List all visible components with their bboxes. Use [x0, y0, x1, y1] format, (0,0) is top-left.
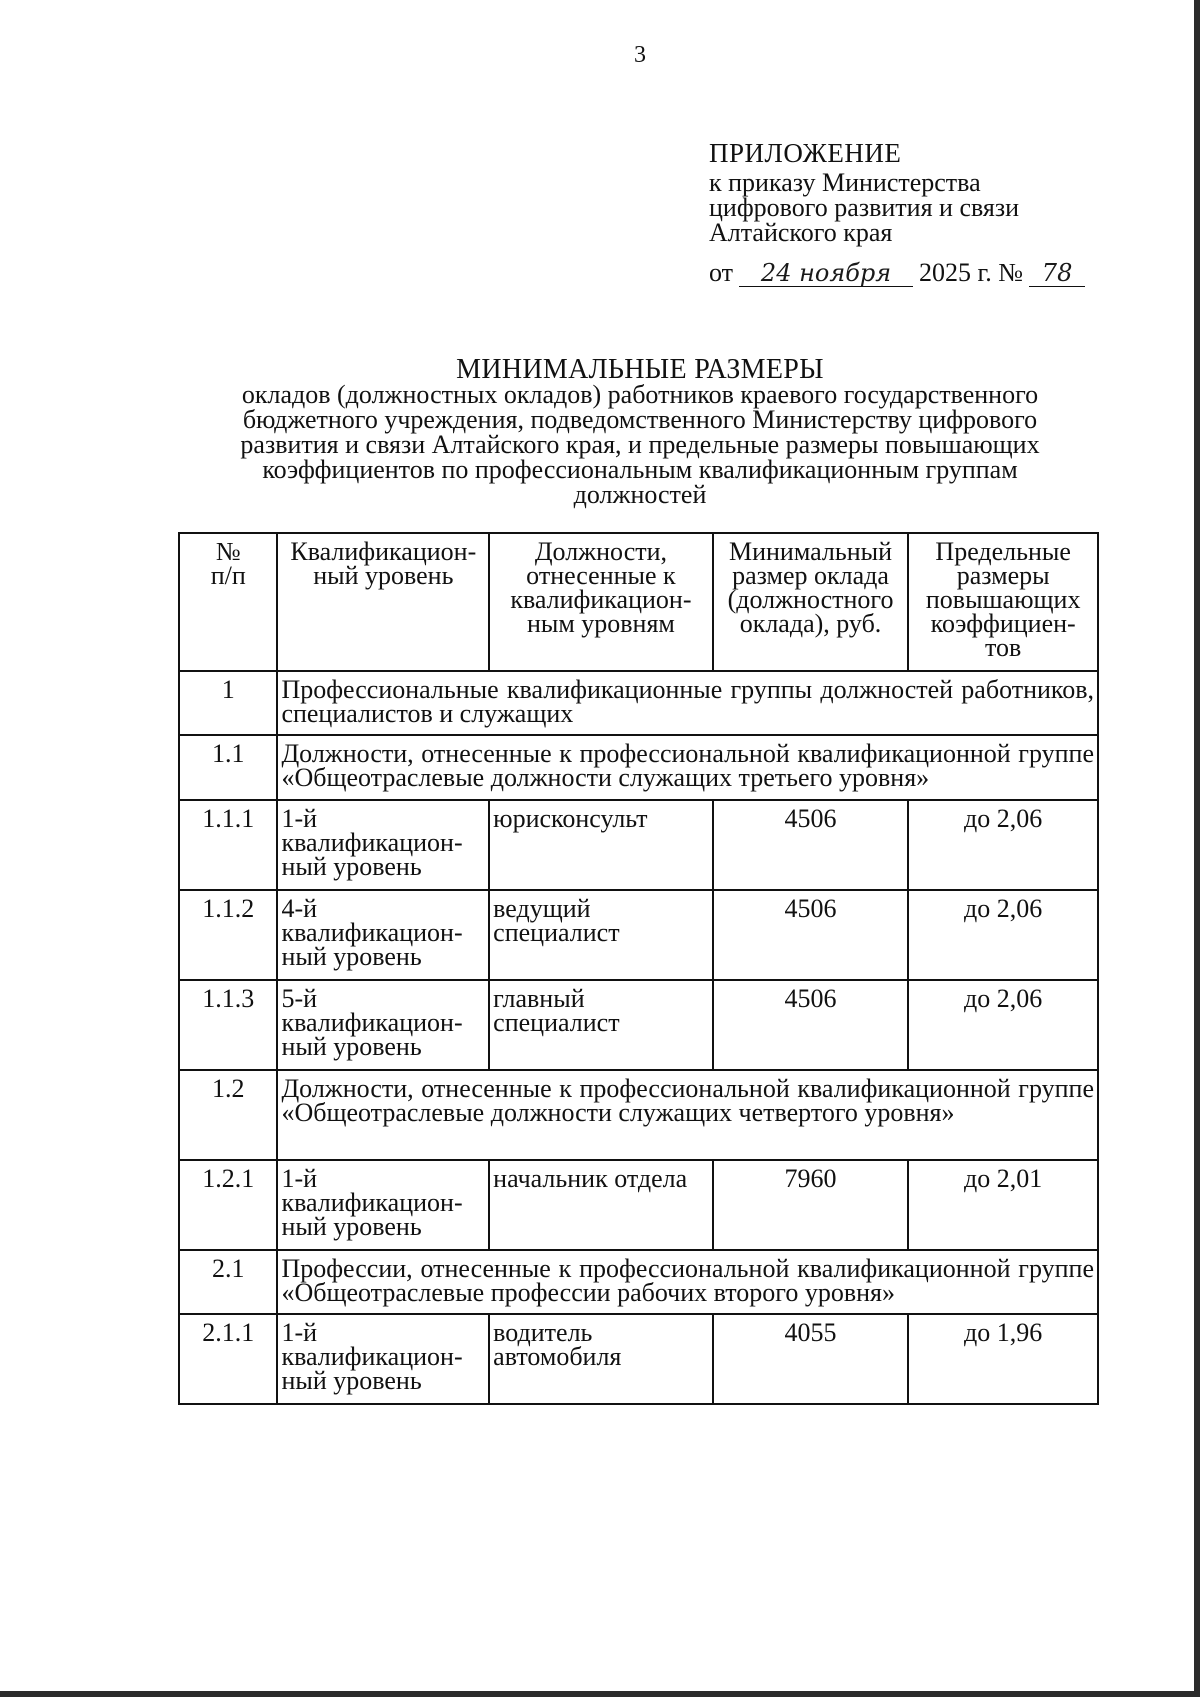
- date-prefix: от: [709, 258, 734, 287]
- table-row: [179, 671, 1098, 735]
- appendix-date-line: [709, 260, 1085, 287]
- document-heading: [175, 354, 1105, 509]
- handwritten-date: 24 ноября: [739, 261, 913, 287]
- salary-table: [178, 532, 1099, 1405]
- coefficient-cell: до 2,06: [908, 980, 1098, 1070]
- row-num: 2.1: [179, 1250, 277, 1314]
- heading-line: развития и связи Алтайского края, и предельные размеры повышающих: [240, 430, 1040, 459]
- table-row: [179, 890, 1098, 980]
- row-num: 1: [179, 671, 277, 735]
- level-cell: 5-й квалификацион- ный уровень: [277, 980, 489, 1070]
- table-header-row: [179, 533, 1098, 671]
- salary-cell: 4506: [713, 980, 909, 1070]
- heading-line: коэффициентов по профессиональным квалификационным группам: [262, 455, 1018, 484]
- header-positions: Должности, отнесенные к квалификацион- ным уровням: [489, 533, 713, 671]
- level-cell: 1-й квалификацион- ный уровень: [277, 1314, 489, 1404]
- row-num: 1.1.1: [179, 800, 277, 890]
- table-row: [179, 1314, 1098, 1404]
- level-cell: 4-й квалификацион- ный уровень: [277, 890, 489, 980]
- row-num: 1.1.2: [179, 890, 277, 980]
- table-row: [179, 735, 1098, 800]
- level-cell: 1-й квалификацион- ный уровень: [277, 1160, 489, 1250]
- table-row: [179, 1070, 1098, 1160]
- appendix-title: ПРИЛОЖЕНИЕ: [709, 138, 902, 168]
- row-num: 2.1.1: [179, 1314, 277, 1404]
- row-num: 1.2.1: [179, 1160, 277, 1250]
- table-row: [179, 1250, 1098, 1314]
- appendix-block: [709, 138, 1085, 287]
- group-text: Профессии, отнесенные к профессиональной квалификационной группе «Общеотраслевые профессии рабочих второго уровня»: [277, 1250, 1098, 1314]
- table-row: [179, 1160, 1098, 1250]
- year-text: 2025 г. №: [919, 258, 1024, 287]
- position-cell: ведущий специалист: [489, 890, 713, 980]
- salary-cell: 4506: [713, 800, 909, 890]
- header-num: № п/п: [179, 533, 277, 671]
- level-cell: 1-й квалификацион- ный уровень: [277, 800, 489, 890]
- table-row: [179, 980, 1098, 1070]
- salary-cell: 4055: [713, 1314, 909, 1404]
- coefficient-cell: до 2,06: [908, 890, 1098, 980]
- appendix-line: Алтайского края: [709, 218, 893, 247]
- coefficient-cell: до 2,06: [908, 800, 1098, 890]
- group-text: Профессиональные квалификационные группы должностей работников, специалистов и служащих: [277, 671, 1098, 735]
- position-cell: главный специалист: [489, 980, 713, 1070]
- header-level: Квалификацион- ный уровень: [277, 533, 489, 671]
- position-cell: водитель автомобиля: [489, 1314, 713, 1404]
- appendix-line: к приказу Министерства: [709, 168, 981, 197]
- handwritten-number: 78: [1029, 261, 1085, 287]
- group-text: Должности, отнесенные к профессиональной квалификационной группе «Общеотраслевые должности служащих третьего уровня»: [277, 735, 1098, 800]
- coefficient-cell: до 1,96: [908, 1314, 1098, 1404]
- row-num: 1.1.3: [179, 980, 277, 1070]
- coefficient-cell: до 2,01: [908, 1160, 1098, 1250]
- header-salary: Минимальный размер оклада (должностного оклада), руб.: [713, 533, 909, 671]
- group-text: Должности, отнесенные к профессиональной квалификационной группе «Общеотраслевые должности служащих четвертого уровня»: [277, 1070, 1098, 1160]
- position-cell: начальник отдела: [489, 1160, 713, 1250]
- table-row: [179, 800, 1098, 890]
- row-num: 1.2: [179, 1070, 277, 1160]
- header-coefficient: Предельные размеры повышающих коэффициен- тов: [908, 533, 1098, 671]
- row-num: 1.1: [179, 735, 277, 800]
- heading-line: бюджетного учреждения, подведомственного Министерству цифрового: [242, 405, 1038, 434]
- heading-line: окладов (должностных окладов) работников краевого государственного: [241, 380, 1039, 409]
- page-number: 3: [634, 42, 646, 68]
- heading-line: должностей: [573, 480, 707, 509]
- salary-cell: 4506: [713, 890, 909, 980]
- appendix-line: цифрового развития и связи: [709, 193, 1020, 222]
- position-cell: юрисконсульт: [489, 800, 713, 890]
- heading-main: МИНИМАЛЬНЫЕ РАЗМЕРЫ: [456, 354, 824, 385]
- salary-cell: 7960: [713, 1160, 909, 1250]
